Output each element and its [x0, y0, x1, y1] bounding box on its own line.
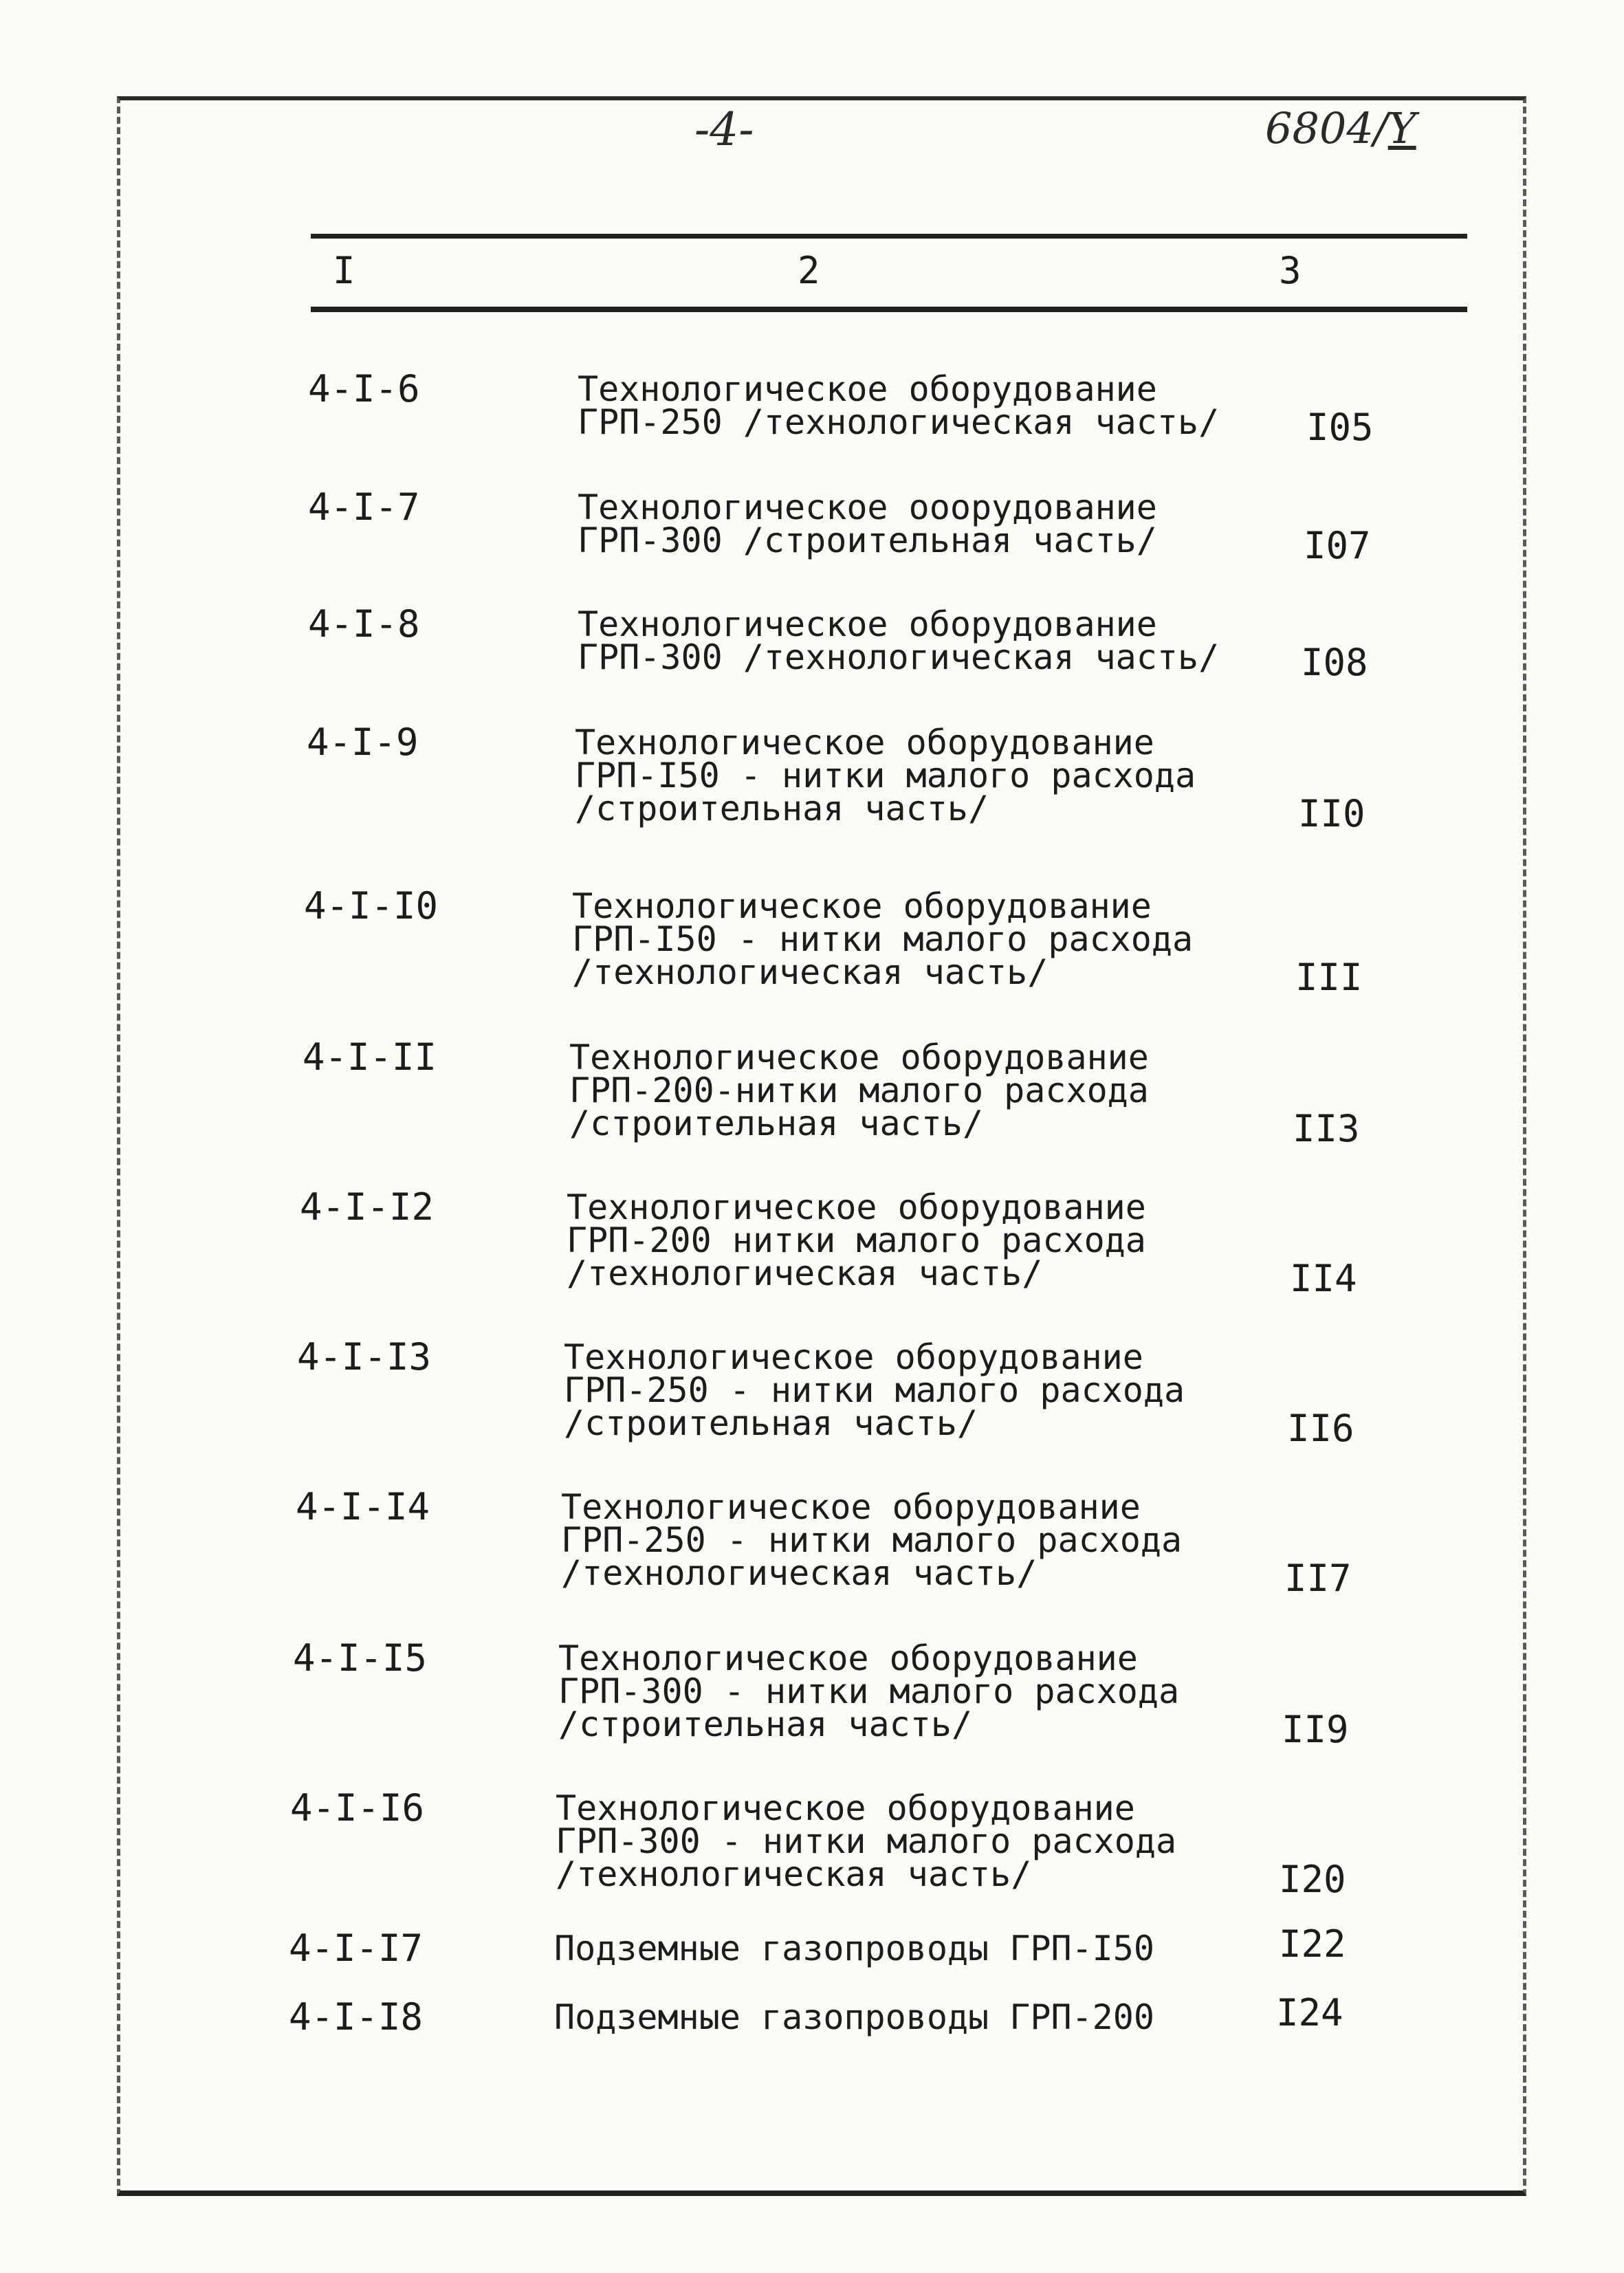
- row-description: [575, 723, 1196, 828]
- row-page: I05: [1306, 406, 1374, 449]
- row-code: 4-I-II: [303, 1035, 437, 1079]
- description-line: ГРП-300 - нитки малого расхода: [558, 1671, 1180, 1711]
- description-line: Технологическое оборудование: [558, 1638, 1138, 1678]
- row-page: III: [1295, 956, 1363, 999]
- description-line: ГРП-300 /технологическая часть/: [578, 637, 1220, 677]
- table-header-rule: [311, 307, 1467, 312]
- row-description: [554, 1929, 1154, 1968]
- document-number: 6804: [1265, 103, 1374, 153]
- description-line: ГРП-I50 - нитки малого расхода: [572, 919, 1194, 959]
- description-line: Подземные газопроводы ГРП-200: [554, 1997, 1154, 2037]
- row-page: II7: [1284, 1557, 1352, 1600]
- row-description: [554, 1997, 1154, 2037]
- description-line: Технологическое оборудование: [564, 1337, 1143, 1377]
- row-code: 4-I-I7: [289, 1926, 424, 1970]
- row-code: 4-I-I8: [289, 1995, 424, 2039]
- row-page: I20: [1279, 1858, 1346, 1901]
- description-line: /технологическая часть/: [567, 1253, 1043, 1293]
- row-code: 4-I-I6: [290, 1786, 425, 1830]
- row-code: 4-I-8: [308, 602, 420, 646]
- column-header-2: 2: [798, 249, 820, 292]
- description-line: Технологическое оборудование: [567, 1187, 1146, 1227]
- column-header-3: 3: [1279, 249, 1302, 292]
- row-page: II0: [1298, 792, 1365, 835]
- row-code: 4-I-I2: [300, 1185, 435, 1229]
- row-page: I07: [1304, 524, 1371, 567]
- description-line: ГРП-200-нитки малого расхода: [569, 1070, 1149, 1110]
- row-page: II3: [1293, 1107, 1360, 1150]
- document-code: 6804/Y: [1265, 103, 1416, 153]
- description-line: /технологическая часть/: [561, 1553, 1038, 1593]
- row-code: 4-I-I5: [293, 1636, 428, 1680]
- row-description: [556, 1788, 1177, 1894]
- row-page: I22: [1279, 1922, 1346, 1966]
- row-code: 4-I-I3: [297, 1335, 432, 1379]
- row-code: 4-I-6: [308, 367, 420, 410]
- description-line: Технологическое оборудование: [575, 723, 1154, 762]
- row-description: [572, 886, 1194, 992]
- description-line: /технологическая часть/: [572, 952, 1049, 992]
- description-line: /технологическая часть/: [556, 1854, 1032, 1894]
- table-top-rule: [311, 234, 1467, 239]
- document-sheet: Y: [1387, 103, 1416, 153]
- description-line: Технологическое оборудование: [578, 369, 1157, 409]
- description-line: Технологическое оборудование: [569, 1037, 1149, 1077]
- description-line: Технологическое оборудование: [578, 604, 1157, 644]
- description-line: ГРП-250 - нитки малого расхода: [561, 1520, 1183, 1560]
- row-description: [558, 1638, 1180, 1744]
- row-page: I24: [1276, 1991, 1343, 2034]
- description-line: /строительная часть/: [575, 789, 989, 828]
- description-line: ГРП-200 нитки малого расхода: [567, 1220, 1146, 1260]
- row-code: 4-I-I4: [296, 1485, 430, 1528]
- description-line: /строительная часть/: [558, 1704, 973, 1744]
- row-description: [567, 1187, 1146, 1293]
- description-line: /строительная часть/: [569, 1103, 984, 1143]
- row-description: [564, 1337, 1185, 1443]
- description-line: ГРП-300 /строительная часть/: [578, 520, 1157, 560]
- row-code: 4-I-I0: [304, 884, 439, 927]
- description-line: ГРП-I50 - нитки малого расхода: [575, 756, 1196, 795]
- row-page: I08: [1301, 641, 1368, 684]
- row-page: II4: [1290, 1257, 1357, 1300]
- description-line: ГРП-300 - нитки малого расхода: [556, 1821, 1177, 1861]
- description-line: Подземные газопроводы ГРП-I50: [554, 1929, 1154, 1968]
- row-code: 4-I-9: [307, 721, 419, 764]
- row-description: [578, 487, 1157, 560]
- row-description: [578, 369, 1220, 442]
- description-line: /строительная часть/: [564, 1403, 978, 1443]
- row-page: II9: [1282, 1708, 1349, 1751]
- description-line: ГРП-250 /технологическая часть/: [578, 402, 1220, 442]
- row-code: 4-I-7: [308, 485, 420, 529]
- row-description: [569, 1037, 1149, 1143]
- page-number: -4-: [694, 103, 754, 156]
- row-page: II6: [1287, 1407, 1354, 1450]
- description-line: ГРП-250 - нитки малого расхода: [564, 1370, 1185, 1410]
- description-line: Технологическое ооорудование: [578, 487, 1157, 527]
- description-line: Технологическое оборудование: [561, 1487, 1141, 1527]
- column-header-1: I: [333, 249, 355, 292]
- description-line: Технологическое оборудование: [556, 1788, 1135, 1828]
- description-line: Технологическое оборудование: [572, 886, 1152, 926]
- row-description: [578, 604, 1220, 677]
- row-description: [561, 1487, 1183, 1593]
